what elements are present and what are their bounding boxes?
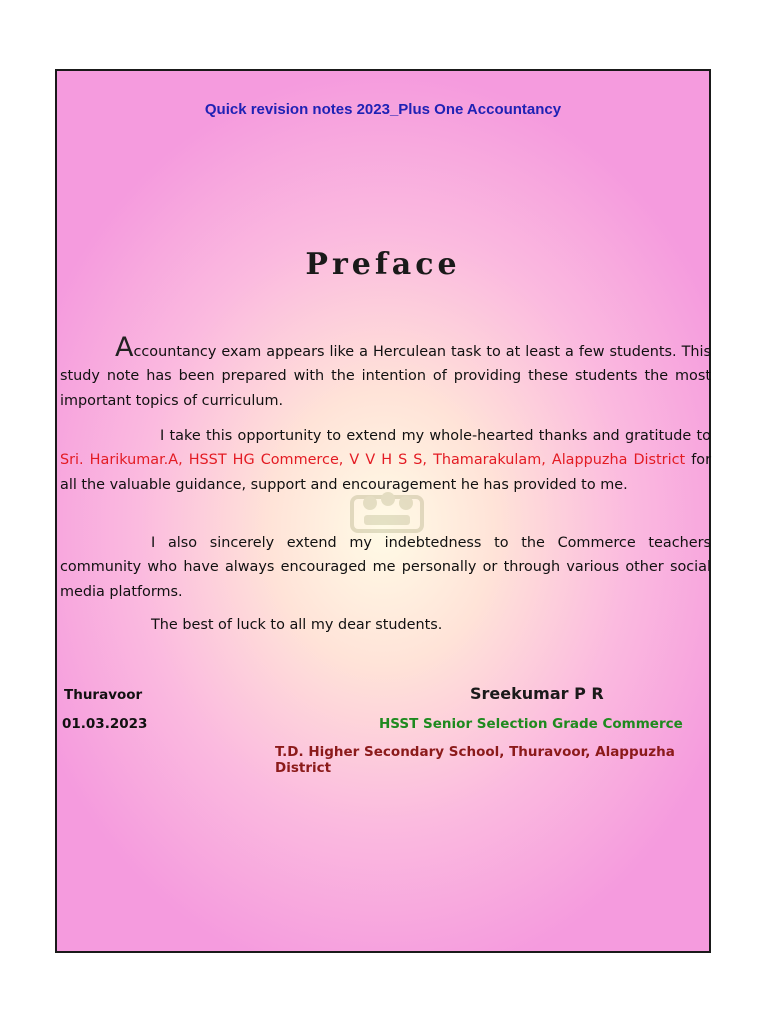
preface-paragraph-thanks (60, 424, 711, 497)
thanks-text-end: for all the valuable guidance, support and encouragement he has provided to me. (60, 452, 711, 493)
intro-text: ccountancy exam appears like a Herculean task to at least a few students. This study note has been prepared with the intention of providing these students the most important topics of curriculum. (60, 344, 711, 409)
signature-date: 01.03.2023 (62, 716, 148, 732)
indebtedness-text: I also sincerely extend my indebtedness to the Commerce teachers community who have always encouraged me personally or through various other social media platforms. (60, 535, 711, 600)
author-school: T.D. Higher Secondary School, Thuravoor, Alappuzha District (275, 744, 675, 776)
author-designation: HSST Senior Selection Grade Commerce (379, 716, 683, 732)
document-page (55, 69, 711, 953)
preface-paragraph-wishes (60, 613, 711, 637)
preface-paragraph-indebtedness (60, 531, 711, 604)
page-title: Preface (305, 247, 461, 282)
author-name: Sreekumar P R (470, 684, 604, 703)
document-header: Quick revision notes 2023_Plus One Accountancy (204, 101, 562, 118)
drop-initial: A (115, 332, 134, 363)
mentor-highlight: Sri. Harikumar.A, HSST HG Commerce, V V H S S, Thamarakulam, Alappuzha District (60, 452, 686, 469)
thanks-text: I take this opportunity to extend my whole-hearted thanks and gratitude to (160, 428, 711, 444)
signature-place: Thuravoor (64, 687, 143, 703)
preface-paragraph-intro (60, 332, 711, 413)
wishes-text: The best of luck to all my dear students. (151, 617, 443, 633)
